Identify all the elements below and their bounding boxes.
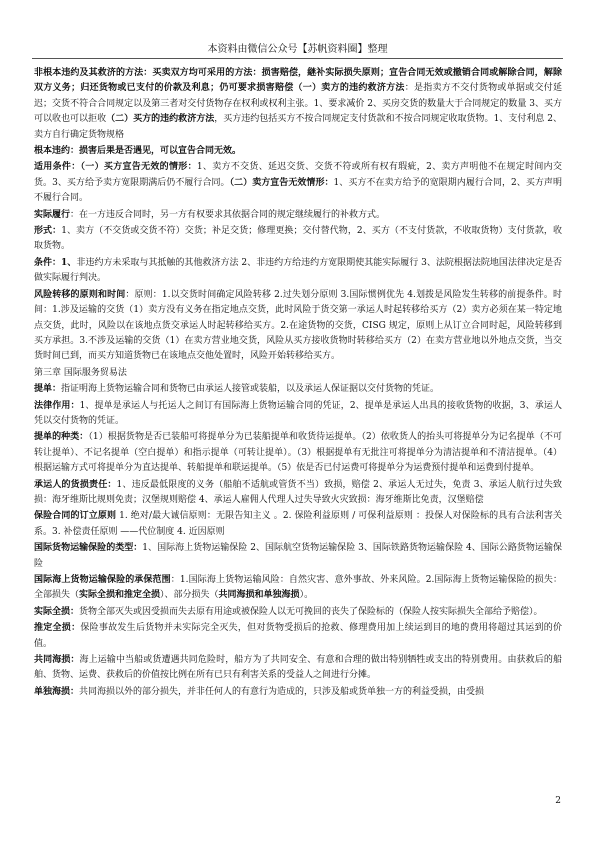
bold-text-run: 单独海损： bbox=[34, 686, 80, 697]
text-run: ：原则：1.以交货时间确定风险转移 2.过失划分原则 3.国际惯例优先 4.划拨是风险发生转移的前提条件。时间：1.涉及运输的交货（1）卖方没有义务在指定地点交货，此时风险于货交第一承运人时起转移给买方（2）卖方必须在某一特定地点交货，此时，风险以在该地点货交承运人时起转移给买方。2.在途货物的交货，CISG 规定，原则上从订立合同时起，风险转移到买方承担。3.不涉及运输的交货（1）在卖方营业地交货，风险从买方接收货物时转移给买方（2）在卖方营业地以外地点交货，当交货时间已到，而买方知道货物已在该地点交他处置时，风险开始转移给买方。 bbox=[34, 289, 562, 362]
paragraph bbox=[34, 509, 562, 540]
bold-text-run: 非根本违约及其救济的方法 bbox=[34, 68, 144, 78]
paragraph bbox=[34, 366, 562, 381]
page-header: 本资料由微信公众号【苏帆资料圈】整理 bbox=[207, 44, 388, 55]
text-run: 1、卖方（不交货或交货不符）交货；补足交货；修理更换；交付替代物，2、买方（不支付货款，不收取货物）支付货款，收取货物。 bbox=[34, 226, 562, 252]
bold-text-run: 国际货物运输保险的类型： bbox=[34, 543, 143, 554]
bold-text-run: ：买卖双方均可采用的方法：损害赔偿，継补实际损失原则；宣告合同无效或撤销合同或解除合同，解除双方义务；归还货物或已支付的价款及利息；仍可要求损害赔偿（一）卖方的违约救济方法 bbox=[34, 68, 562, 94]
bold-text-run: 实际全损和推定全损 bbox=[79, 590, 161, 601]
paragraph bbox=[34, 685, 562, 700]
paragraph bbox=[34, 541, 562, 572]
bold-text-run: 风险转移的原则和时间 bbox=[34, 289, 126, 300]
text-run: 1. 绝对/最大诚信原则：无限告知主义 。2. 保险利益原则 / 可保利益原则 ：投保人对保险标的具有合法利害关系。3. 补偿责任原则 ——代位制度 4. 近因原则 bbox=[34, 511, 562, 537]
text-run: 保险事故发生后货物并未实际完全灭失，但对货物受损后的抢救、修理费用加上续运到目的地的费用将超过其运到的价值。 bbox=[34, 623, 562, 649]
text-run: ：在一方违反合同时，另一方有权要求其依据合同的规定继续履行的补救方式。 bbox=[70, 209, 386, 220]
text-run: 第三章 国际服务贸易法 bbox=[34, 367, 127, 378]
text-run: 1、买方不在卖方给予的宽限期内履行合同，2、买方声明不履行合同。 bbox=[34, 177, 562, 204]
text-run: ：是指卖方不交付货物或单据或交付延迟；交货不符合合同规定以及第三者对交付货物存在权利或权利主张。1、要求减价 2、买房交货的数量大于合同规定的数量 3、买方可以收也可以拒收 bbox=[34, 83, 562, 125]
bold-text-run: （二）卖方宣告无效情形： bbox=[229, 177, 334, 188]
text-run: ，买方违约包括买方不按合同规定支付货款和不按合同规定收取货物。1、支付利息 2、卖方自行确定货物规格 bbox=[34, 114, 562, 140]
bold-text-run: 条件：1、 bbox=[34, 257, 77, 268]
text-run: 货物全部灭失或因受损而失去原有用途或被保险人以无可挽回的丧失了保险标的（保险人按实际损失全部给予赔偿）。 bbox=[79, 606, 543, 617]
paragraph bbox=[34, 399, 562, 430]
text-run: 指证明海上货物运输合同和货物已由承运人接管或装船，以及承运人保证据以交付货物的凭证。 bbox=[61, 384, 440, 395]
paragraph bbox=[34, 256, 562, 287]
bold-text-run: 适用条件：（一）买方宣告无效的情形： bbox=[34, 162, 197, 173]
bold-text-run: 实际履行 bbox=[34, 209, 71, 220]
bold-text-run: 共同海损： bbox=[34, 655, 80, 666]
text-run: ）、部分损失（ bbox=[160, 590, 219, 601]
bold-text-run: 共同海损和单独海损 bbox=[218, 590, 300, 601]
bold-text-run: 实际全损： bbox=[34, 606, 80, 617]
text-run: 非违约方未采取与其抵触的其他救济方法 2、非违约方给违约方宽限期使其能实际履行 3、法院根据法院地国法律决定是否做实际履行判决。 bbox=[34, 257, 562, 284]
text-run: （1）根据货物是否已装船可将提单分为已装船提单和收货待运提单。（2）依收货人的抬头可将提单分为记名提单（不可转让提单）、不记名提单（空白提单）和指示提单（可转让提单）。（3）根据提单有无批注可将提单分为清洁提单和不清洁提单。（4）根据运输方式可将提单分为直达提单、转船提单和联运提单。（5）依是否已付运费可将提单分为运费预付提单和运费到付提单。 bbox=[34, 432, 562, 474]
paragraph bbox=[34, 430, 562, 476]
paragraph bbox=[34, 605, 562, 620]
paragraph bbox=[34, 653, 562, 684]
paragraph bbox=[34, 160, 562, 206]
text-run: 1、国际海上货物运输保险 2、国际航空货物运输保险 3、国际铁路货物运输保险 4、国际公路货物运输保险 bbox=[34, 543, 562, 569]
document-body bbox=[34, 66, 562, 811]
page-number: 2 bbox=[555, 796, 561, 806]
text-run: 1、提单是承运人与托运人之间订有国际海上货物运输合同的凭证，2、提单是承运人出具的接收货物的收据，3、承运人凭以交付货物的凭证。 bbox=[34, 400, 562, 426]
text-run: 1、卖方不交货、延迟交货、交货不符或所有权有瑕疵，2、卖方声明他不在规定时间内交货。3、买方给予卖方宽限期满后仍不履行合同。 bbox=[34, 162, 562, 188]
bold-text-run: 根本违约：损害后果是否遇见，可以宣告合同无效。 bbox=[34, 146, 242, 157]
bold-text-run: 承运人的货损责任： bbox=[34, 479, 117, 490]
paragraph bbox=[34, 144, 562, 159]
bold-text-run: （二）买方的违约救济方法 bbox=[106, 114, 215, 125]
paragraph bbox=[34, 208, 562, 223]
text-run: 海上运输中当船或货遭遇共同危险时，船方为了共同安全、有意和合理的做出特别牺牲或支出的特别费用。由获救后的船舶、货物、运费、获救后的价值按比例在所有已只有利害关系的受益人之间进行分摊。 bbox=[34, 655, 562, 681]
bold-text-run: 法律作用： bbox=[34, 400, 80, 411]
text-run: 共同海损以外的部分损失，并非任何人的有意行为造成的，只涉及船或货单独一方的利益受损，由受损 bbox=[79, 686, 485, 697]
text-run: ：1.国际海上货物运输风险：自然灾害、意外事故、外来风险。2.国际海上货物运输保险的损失：全部损失（ bbox=[34, 575, 562, 601]
text-run: 1、违反最低限度的义务（船舶不适航或管货不当）致损，赔偿 2、承运人无过失，免责 3、承运人航行过失致损：海牙维斯比规则免责；汉堡规则赔偿 4、承运人雇佣人代理人过失导致火灾致损：海牙维斯比免责，汉堡赔偿 bbox=[34, 479, 562, 505]
paragraph bbox=[34, 288, 562, 365]
header-divider bbox=[32, 58, 563, 59]
paragraph bbox=[34, 621, 562, 652]
paragraph bbox=[34, 478, 562, 509]
bold-text-run: 提单的种类： bbox=[34, 432, 89, 443]
paragraph bbox=[34, 573, 562, 604]
paragraph bbox=[34, 224, 562, 255]
paragraph bbox=[34, 382, 562, 397]
paragraph bbox=[34, 66, 562, 143]
bold-text-run: 形式： bbox=[34, 226, 62, 237]
text-run: ）。 bbox=[299, 590, 314, 601]
bold-text-run: 提单： bbox=[34, 384, 62, 395]
bold-text-run: 国际海上货物运输保险的承保范围 bbox=[34, 575, 171, 585]
bold-text-run: 推定全损： bbox=[34, 623, 81, 634]
bold-text-run: 保险合同的订立原则 bbox=[34, 511, 117, 522]
